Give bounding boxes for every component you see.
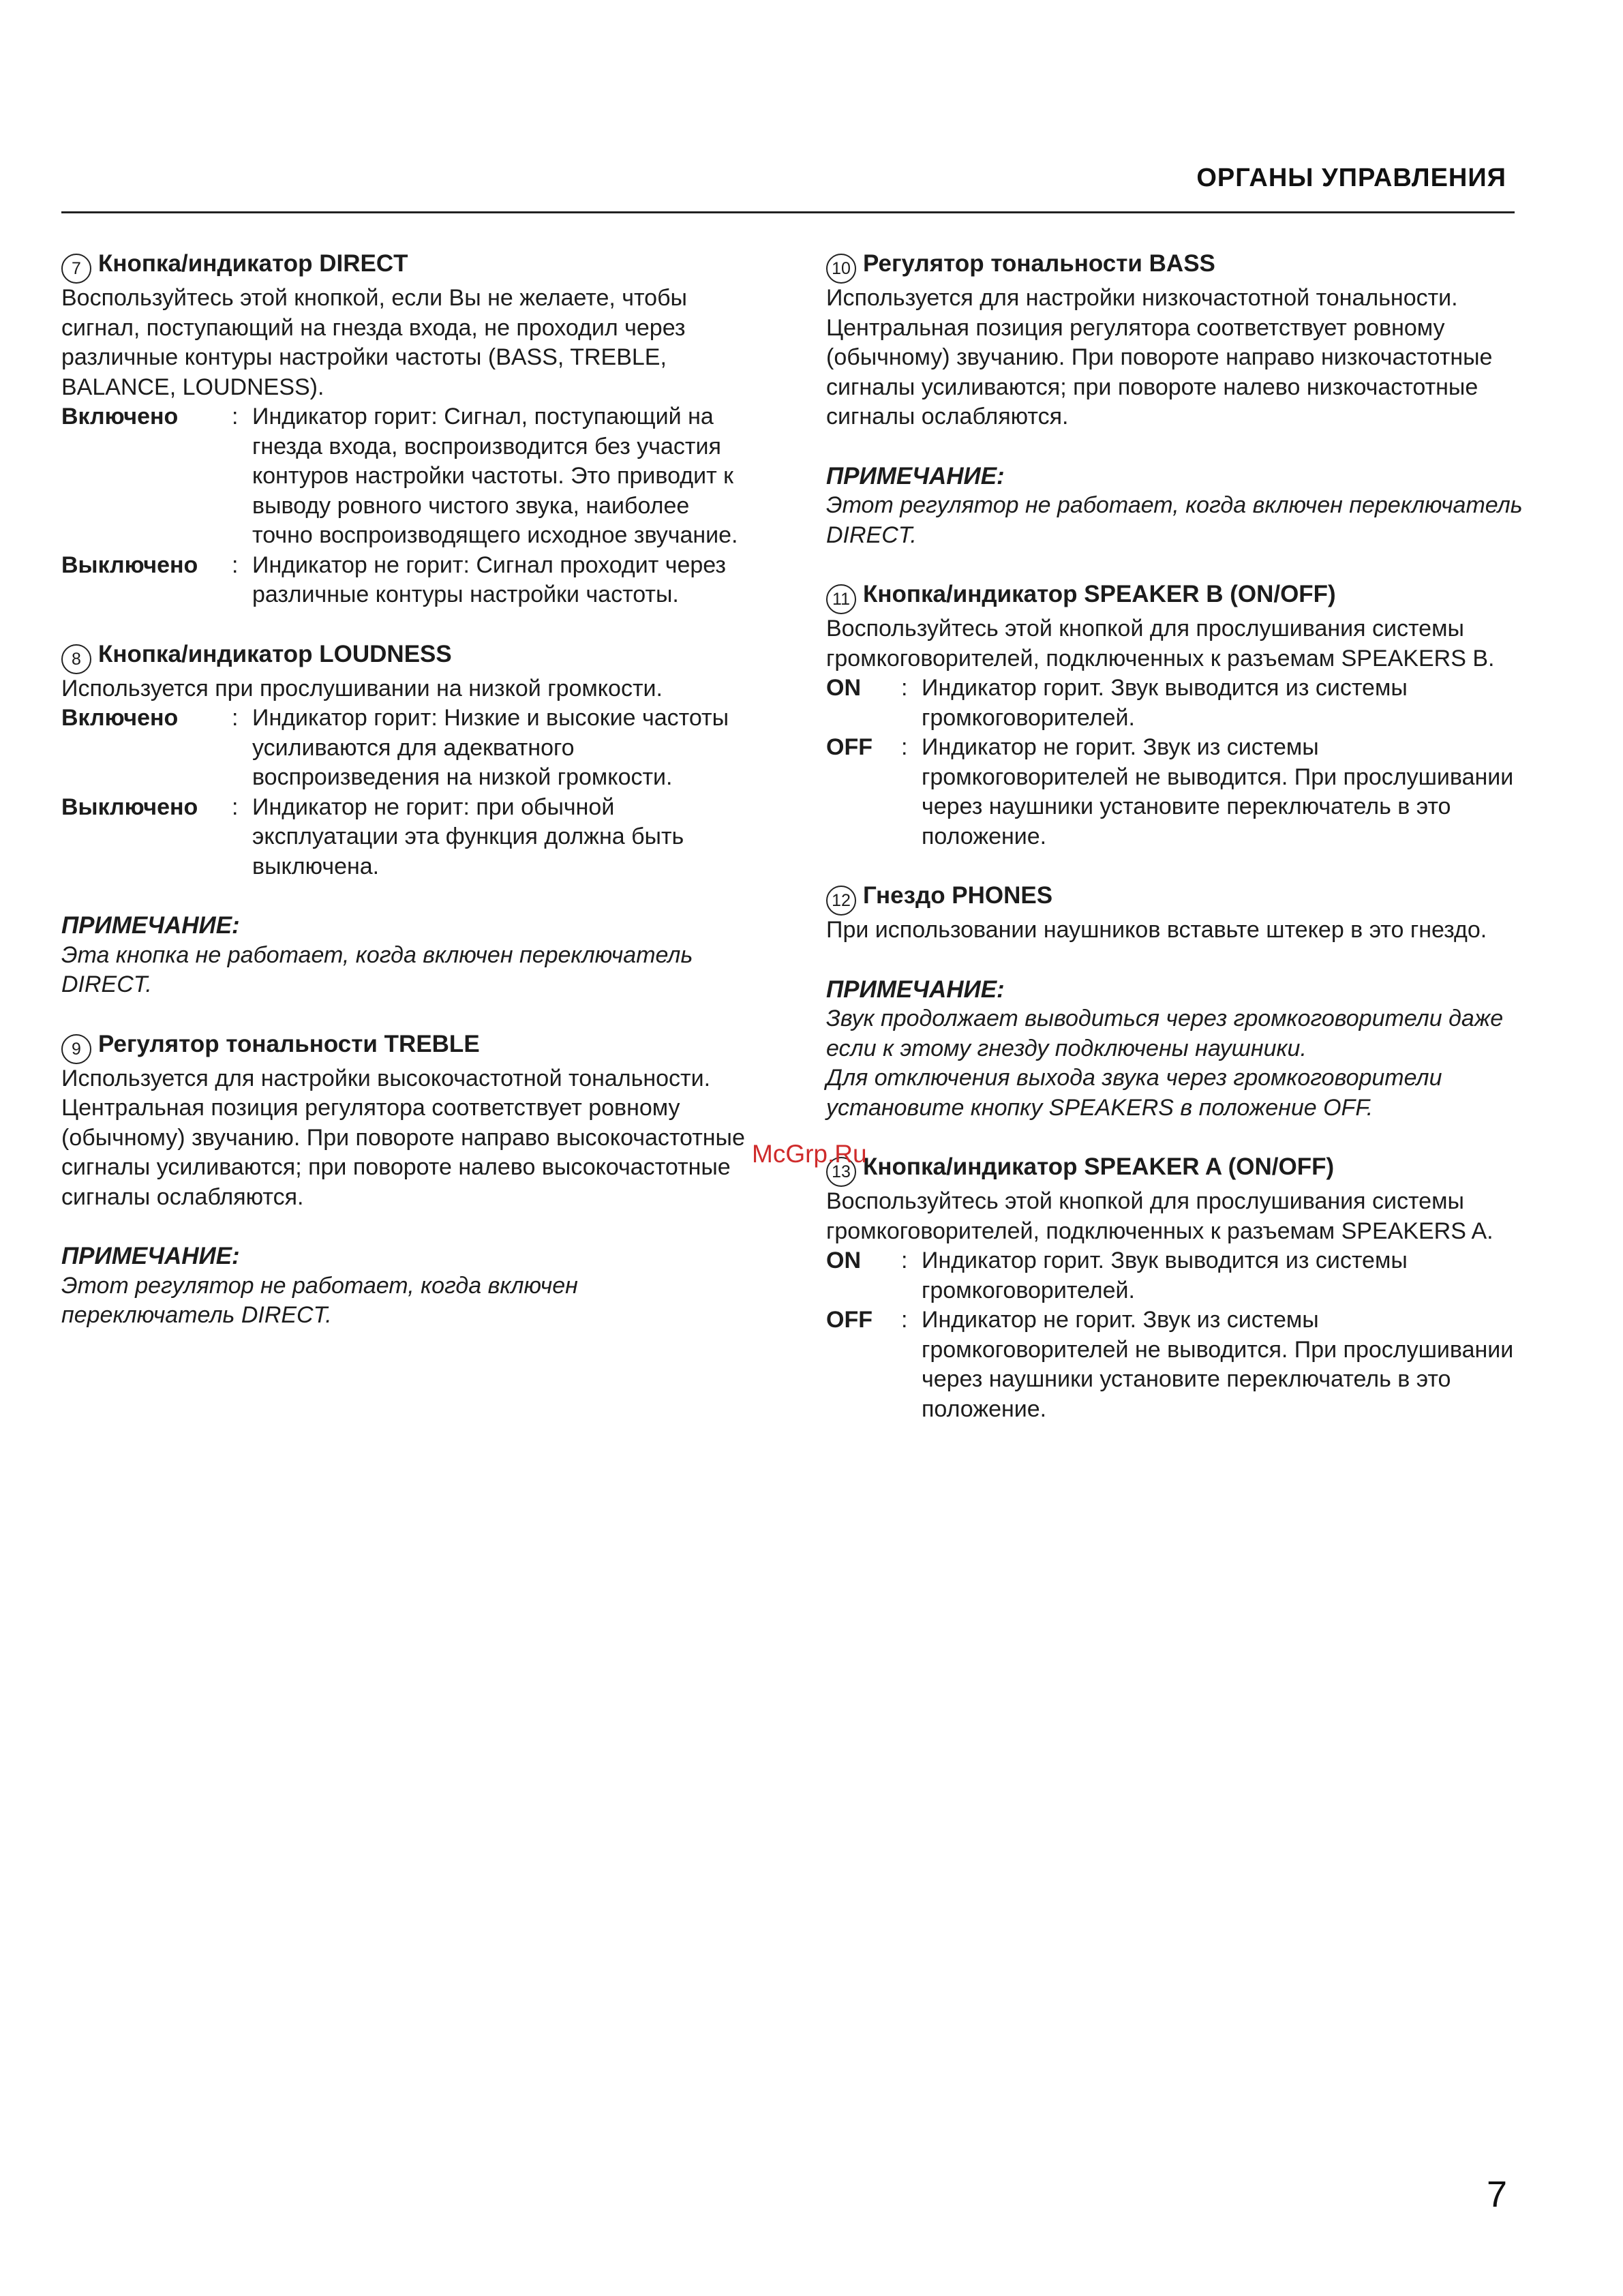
right-column bbox=[826, 249, 1528, 1453]
definition-colon: : bbox=[901, 1248, 908, 1273]
definition-text: Индикатор горит. Звук выводится из системы громкоговорителей. bbox=[922, 1248, 1408, 1303]
note-heading: ПРИМЕЧАНИЕ: bbox=[61, 912, 240, 939]
section-text: Используется для настройки высокочастотной тональности. Центральная позиция регулятора соответствует ровному (обычному) звучанию. При повороте направо высокочастотные сигналы усиливаются; при повороте налево высокочастотные сигналы ослабляются. bbox=[61, 1065, 745, 1210]
item-number-badge: 12 bbox=[826, 886, 856, 916]
section-heading bbox=[61, 639, 750, 674]
page-number: 7 bbox=[1486, 2174, 1507, 2215]
section-treble bbox=[61, 1029, 750, 1213]
definition-text: Индикатор горит. Звук выводится из системы громкоговорителей. bbox=[922, 675, 1408, 731]
section-heading bbox=[826, 579, 1528, 614]
item-number-badge: 9 bbox=[61, 1034, 91, 1064]
item-number-badge: 8 bbox=[61, 644, 91, 674]
definition-term: Выключено bbox=[61, 552, 198, 578]
definition-term: Включено bbox=[61, 404, 179, 429]
section-speaker-a bbox=[826, 1152, 1528, 1424]
note-text: Для отключения выхода звука через громкоговорители установите кнопку SPEAKERS в положение OFF. bbox=[826, 1065, 1442, 1121]
section-text: Воспользуйтесь этой кнопкой, если Вы не желаете, чтобы сигнал, поступающий на гнезда входа, не проходил через различные контуры настройки частоты (BASS, TREBLE, BALANCE, LOUDNESS). bbox=[61, 285, 687, 400]
definition-text: Индикатор не горит. Звук из системы громкоговорителей не выводится. При прослушивании через наушники установите переключатель в это положение. bbox=[922, 734, 1514, 849]
section-heading bbox=[61, 249, 750, 284]
section-text: Используется для настройки низкочастотной тональности. Центральная позиция регулятора соответствует ровному (обычному) звучанию. При повороте направо низкочастотные сигналы усиливаются; при повороте налево низкочастотные сигналы ослабляются. bbox=[826, 285, 1493, 429]
definition-text: Индикатор не горит. Звук из системы громкоговорителей не выводится. При прослушивании через наушники установите переключатель в это положение. bbox=[922, 1307, 1514, 1422]
definition-colon: : bbox=[901, 1307, 908, 1333]
section-speaker-b bbox=[826, 579, 1528, 851]
note-heading: ПРИМЕЧАНИЕ: bbox=[826, 462, 1005, 489]
definition-text: Индикатор не горит: при обычной эксплуатации эта функция должна быть выключена. bbox=[252, 794, 684, 879]
definition-row bbox=[826, 733, 1528, 851]
section-heading bbox=[61, 1029, 750, 1064]
section-text: Воспользуйтесь этой кнопкой для прослушивания системы громкоговорителей, подключенных к разъемам SPEAKERS A. bbox=[826, 1188, 1493, 1244]
note-loudness bbox=[61, 911, 750, 1000]
section-phones bbox=[826, 881, 1528, 946]
section-title: Кнопка/индикатор SPEAKER A (ON/OFF) bbox=[863, 1153, 1335, 1180]
note-bass bbox=[826, 462, 1528, 551]
section-title: Кнопка/индикатор SPEAKER B (ON/OFF) bbox=[863, 581, 1336, 607]
note-heading: ПРИМЕЧАНИЕ: bbox=[826, 976, 1005, 1003]
definition-term: OFF bbox=[826, 1307, 873, 1333]
definition-term: ON bbox=[826, 675, 861, 701]
section-text: При использовании наушников вставьте штекер в это гнездо. bbox=[826, 917, 1487, 943]
page-title: ОРГАНЫ УПРАВЛЕНИЯ bbox=[1196, 164, 1506, 192]
definition-term: Включено bbox=[61, 705, 179, 731]
note-text: Эта кнопка не работает, когда включен переключатель DIRECT. bbox=[61, 941, 693, 997]
definition-colon: : bbox=[232, 404, 239, 429]
section-direct bbox=[61, 249, 750, 610]
definition-row bbox=[61, 551, 750, 610]
definition-colon: : bbox=[232, 794, 239, 820]
definition-colon: : bbox=[901, 734, 908, 760]
definition-row bbox=[826, 1246, 1528, 1305]
left-column bbox=[61, 249, 750, 1360]
watermark-link[interactable]: McGrp.Ru bbox=[752, 1140, 867, 1168]
note-text: Звук продолжает выводиться через громкоговорители даже если к этому гнезду подключены наушники. bbox=[826, 1006, 1504, 1061]
section-loudness bbox=[61, 639, 750, 882]
definition-text: Индикатор горит: Сигнал, поступающий на гнезда входа, воспроизводится без участия контуров настройки частоты. Это приводит к выводу ровного чистого звука, наиболее точно воспроизводящего исходное звучание. bbox=[252, 404, 738, 548]
note-text: Этот регулятор не работает, когда включен переключатель DIRECT. bbox=[61, 1272, 578, 1328]
definition-row bbox=[61, 793, 750, 882]
note-treble bbox=[61, 1241, 750, 1331]
item-number-badge: 7 bbox=[61, 254, 91, 284]
section-text: Используется при прослушивании на низкой громкости. bbox=[61, 675, 663, 701]
definition-term: Выключено bbox=[61, 794, 198, 820]
definition-colon: : bbox=[232, 552, 239, 578]
definition-row bbox=[826, 674, 1528, 733]
definition-colon: : bbox=[232, 705, 239, 731]
section-text: Воспользуйтесь этой кнопкой для прослушивания системы громкоговорителей, подключенных к разъемам SPEAKERS B. bbox=[826, 616, 1495, 671]
note-phones bbox=[826, 975, 1528, 1123]
definition-text: Индикатор не горит: Сигнал проходит через различные контуры настройки частоты. bbox=[252, 552, 727, 607]
section-bass bbox=[826, 249, 1528, 432]
item-number-badge: 13 bbox=[826, 1157, 856, 1187]
definition-row bbox=[61, 402, 750, 551]
section-heading bbox=[826, 881, 1528, 916]
section-title: Регулятор тональности TREBLE bbox=[98, 1030, 480, 1057]
section-heading bbox=[826, 249, 1528, 284]
note-heading: ПРИМЕЧАНИЕ: bbox=[61, 1243, 240, 1269]
definition-text: Индикатор горит: Низкие и высокие частоты усиливаются для адекватного воспроизведения на низкой громкости. bbox=[252, 705, 729, 790]
definition-row bbox=[826, 1305, 1528, 1424]
section-title: Регулятор тональности BASS bbox=[863, 250, 1215, 277]
section-title: Гнездо PHONES bbox=[863, 882, 1053, 909]
definition-term: ON bbox=[826, 1248, 861, 1273]
note-text: Этот регулятор не работает, когда включен переключатель DIRECT. bbox=[826, 492, 1523, 548]
definition-term: OFF bbox=[826, 734, 873, 760]
item-number-badge: 10 bbox=[826, 254, 856, 284]
item-number-badge: 11 bbox=[826, 584, 856, 614]
section-title: Кнопка/индикатор DIRECT bbox=[98, 250, 408, 277]
definition-row bbox=[61, 704, 750, 793]
section-title: Кнопка/индикатор LOUDNESS bbox=[98, 640, 452, 667]
section-heading bbox=[826, 1152, 1528, 1187]
definition-colon: : bbox=[901, 675, 908, 701]
page-header bbox=[61, 158, 1515, 213]
